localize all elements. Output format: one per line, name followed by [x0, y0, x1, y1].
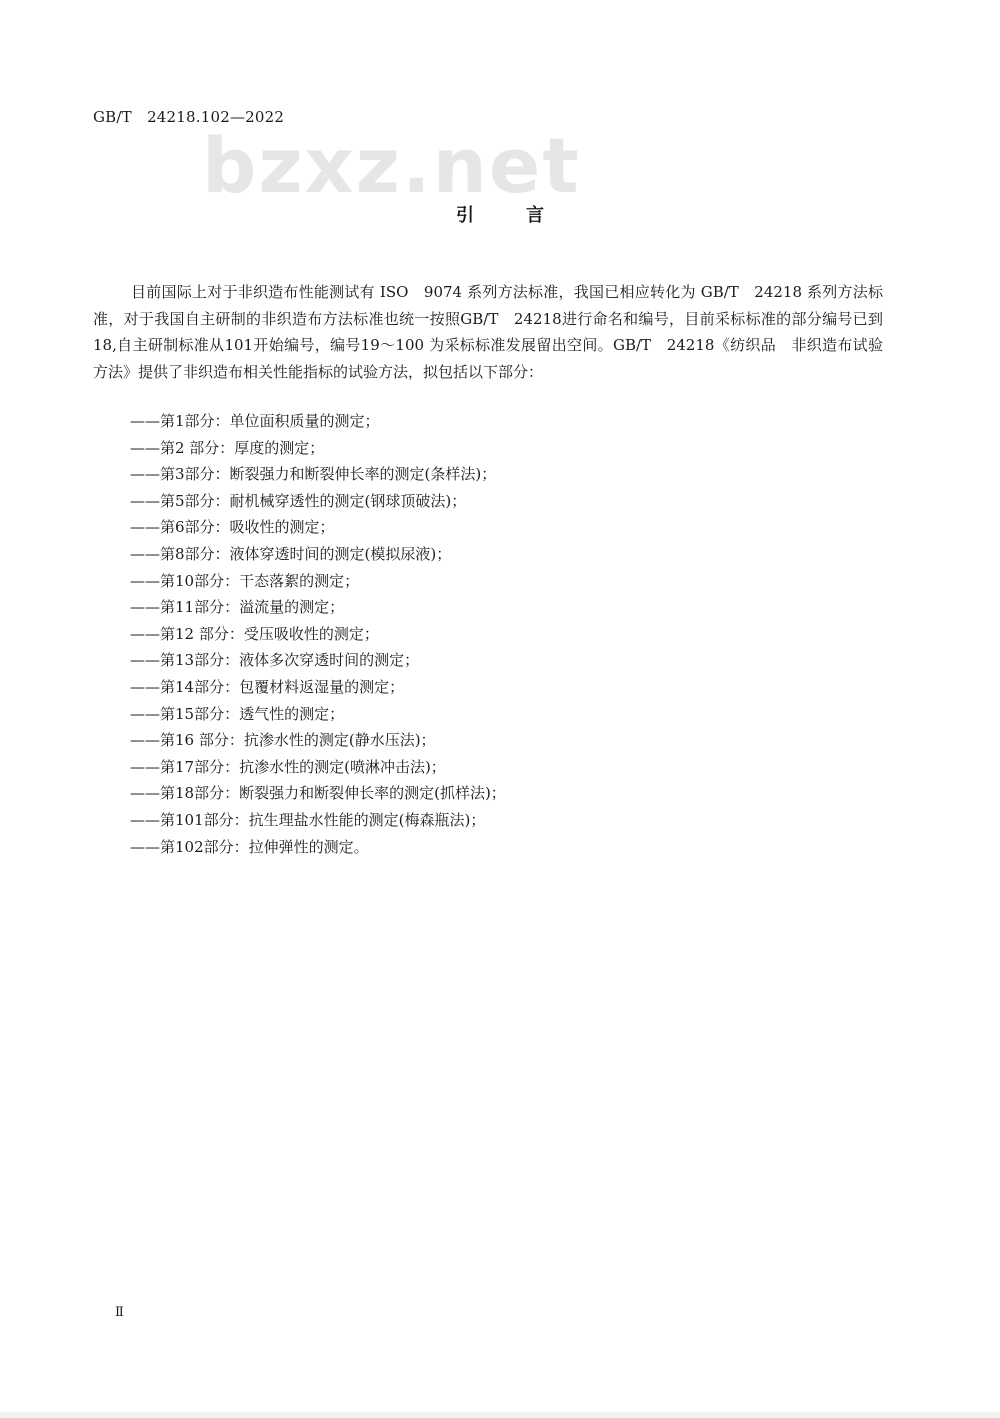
list-item: ——第102部分：拉伸弹性的测定。	[130, 837, 369, 856]
list-item: ——第5部分：耐机械穿透性的测定(钢球顶破法)；	[130, 491, 467, 510]
list-item: ——第101部分：抗生理盐水性能的测定(梅森瓶法)；	[130, 810, 486, 829]
watermark: bzxz.net	[202, 121, 581, 210]
list-item: ——第13部分：液体多次穿透时间的测定；	[130, 651, 420, 670]
list-item: ——第14部分：包覆材料返湿量的测定；	[130, 677, 405, 696]
page-bottom-edge	[0, 1412, 1000, 1418]
list-item: ——第18部分：断裂强力和断裂伸长率的测定(抓样法)；	[130, 784, 506, 803]
intro-paragraph: 目前国际上对于非织造布性能测试有 ISO 9074 系列方法标准，我国已相应转化为 GB/T 24218 系列方法标准，对于我国自主研制的非织造布方法标准也统一按照GB/T 24218进行命名和编号，目前采标标准的部分编号已到18,自主研制标准从101开始编号，编号19～100 为采标标准发展留出空间。GB/T 24218《纺织品 非织造布试验方法》提供了非织造布相关性能指标的试验方法，拟包括以下部分：	[93, 283, 883, 381]
standard-code: GB/T 24218.102—2022	[93, 108, 285, 126]
list-item: ——第2 部分：厚度的测定；	[130, 438, 325, 457]
list-item: ——第15部分：透气性的测定；	[130, 704, 345, 723]
parts-list	[130, 408, 506, 860]
section-title: 引言	[456, 205, 596, 226]
list-item: ——第11部分：溢流量的测定；	[130, 598, 345, 617]
list-item: ——第3部分：断裂强力和断裂伸长率的测定(条样法)；	[130, 465, 497, 484]
list-item: ——第1部分：单位面积质量的测定；	[130, 412, 380, 430]
list-item: ——第10部分：干态落絮的测定；	[130, 571, 360, 590]
list-item: ——第16 部分：抗渗水性的测定(静水压法)；	[130, 731, 436, 750]
list-item: ——第8部分：液体穿透时间的测定(模拟尿液)；	[130, 544, 452, 563]
list-item: ——第12 部分：受压吸收性的测定；	[130, 624, 379, 643]
page-number: Ⅱ	[115, 1305, 124, 1320]
list-item: ——第6部分：吸收性的测定；	[130, 518, 335, 537]
list-item: ——第17部分：抗渗水性的测定(喷淋冲击法)；	[130, 757, 446, 776]
